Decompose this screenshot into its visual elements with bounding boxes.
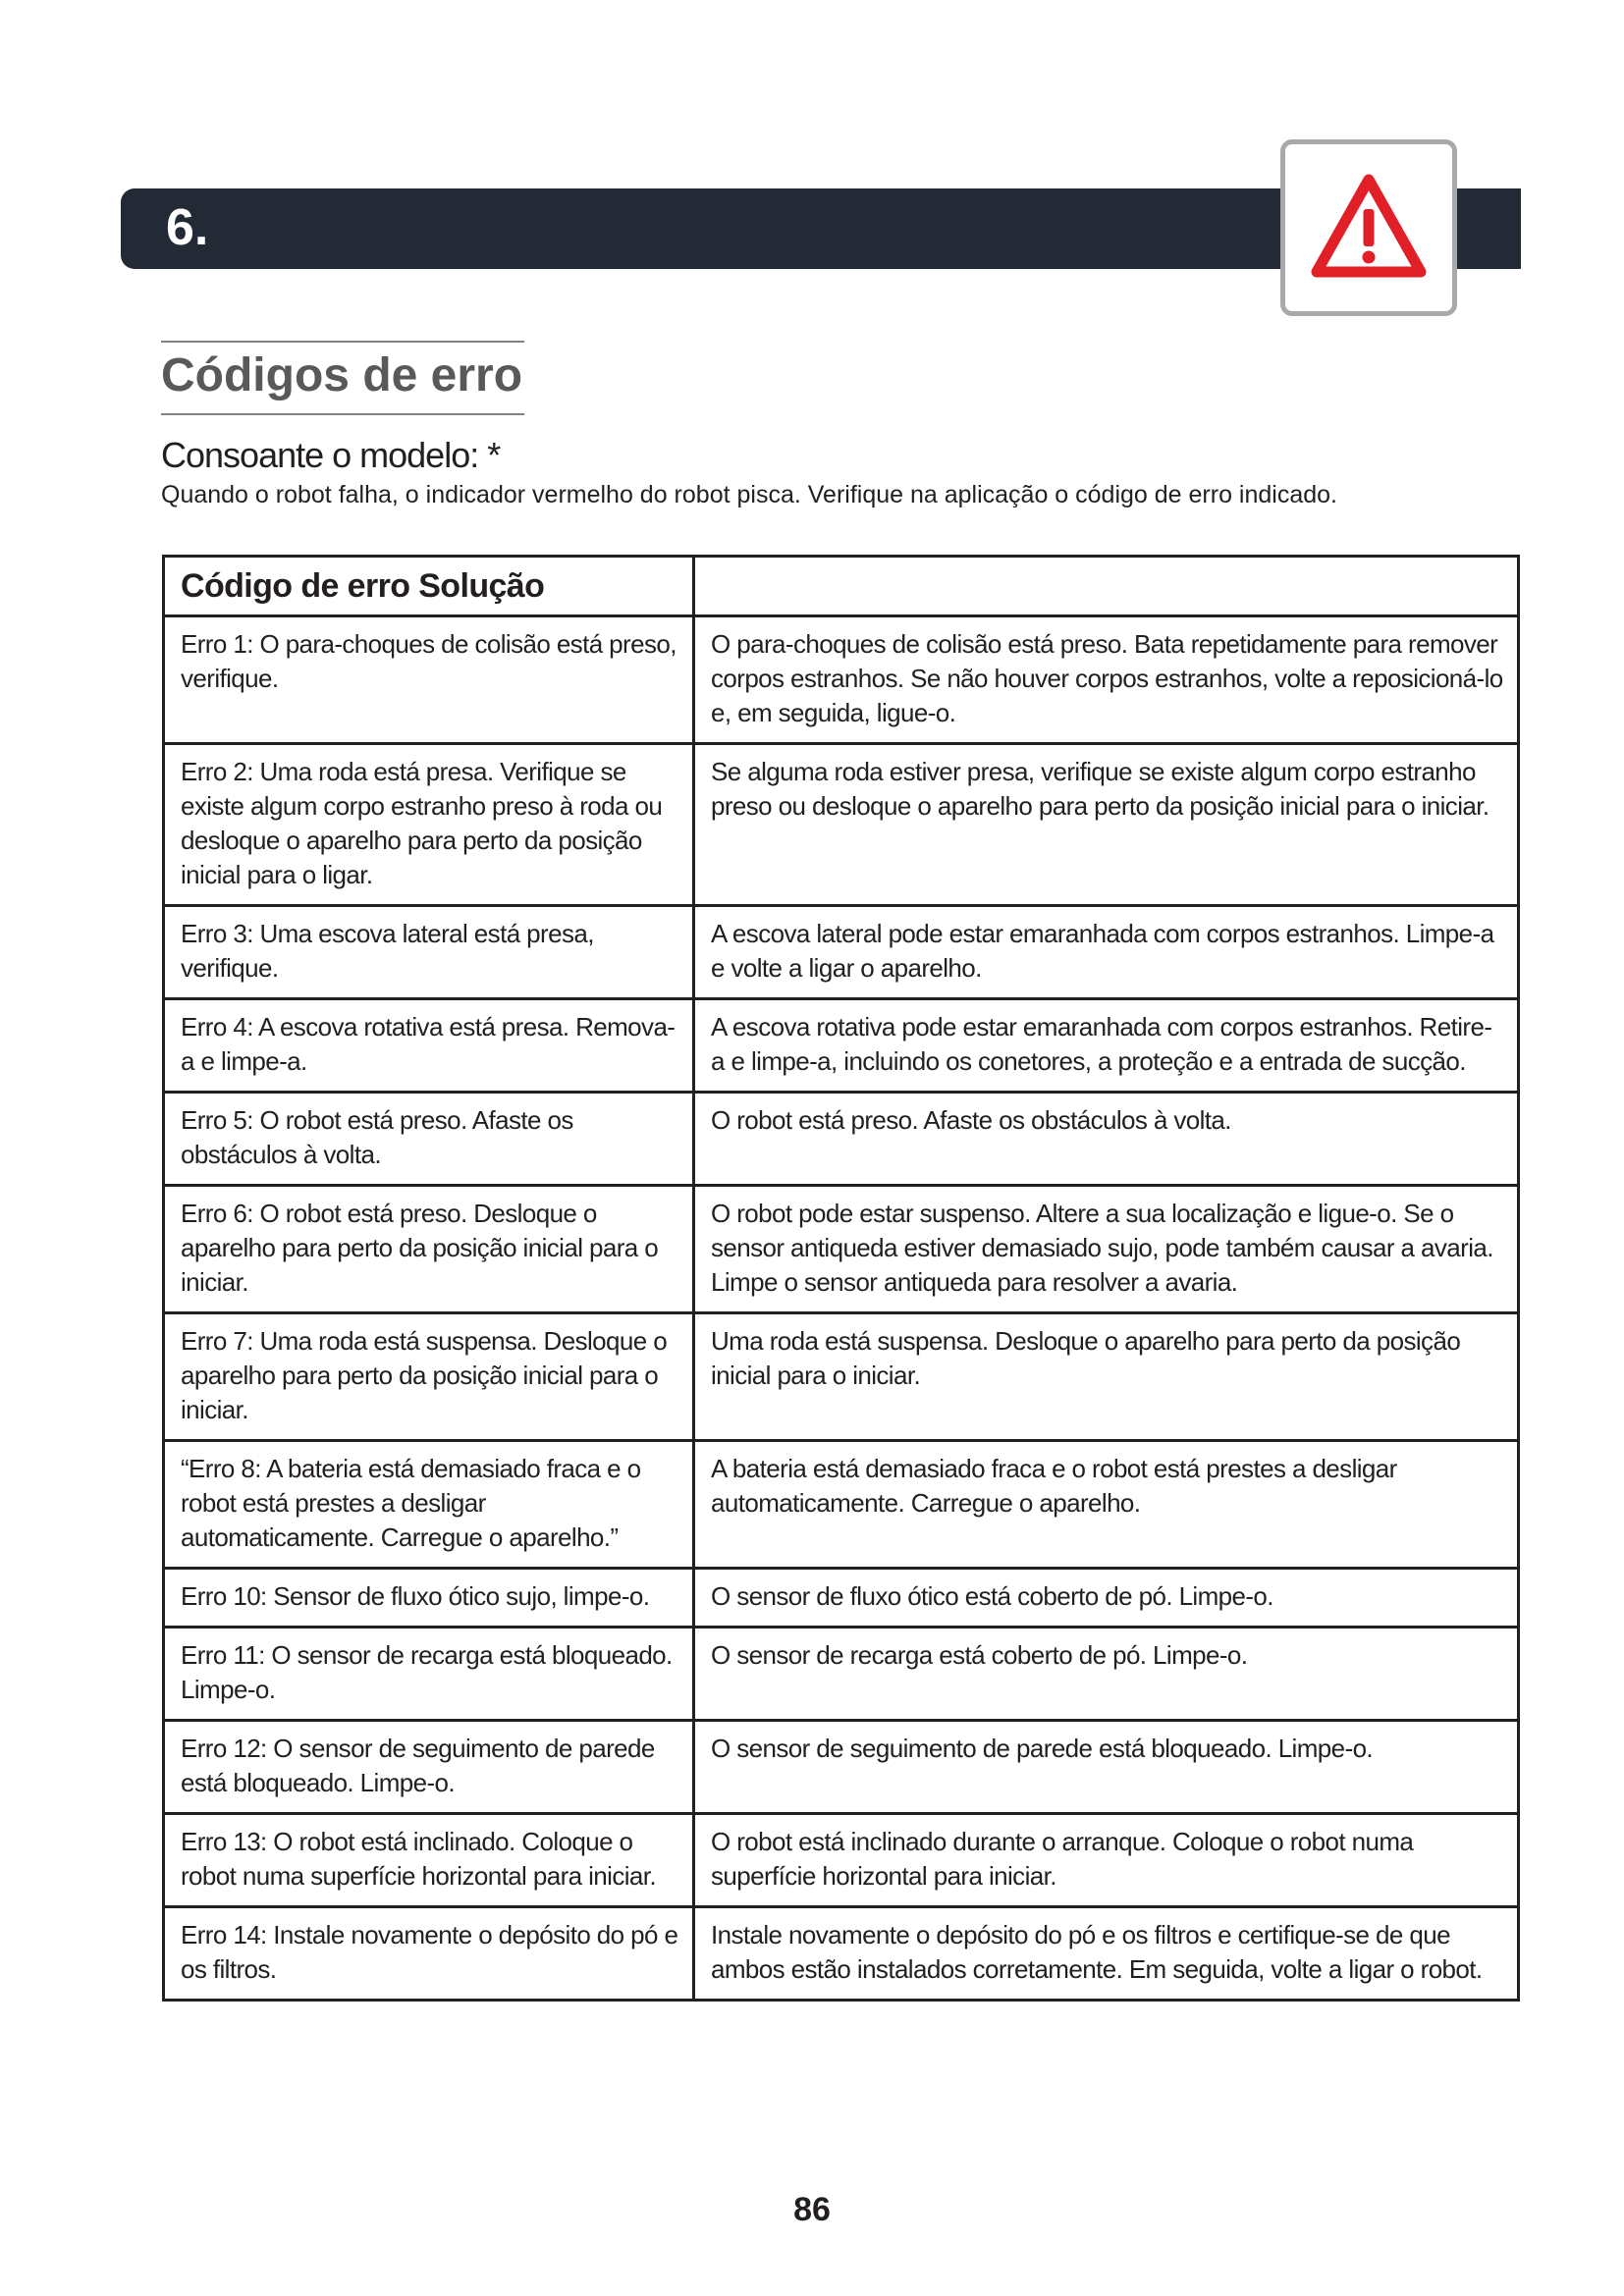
table-row [164,1628,1519,1721]
warning-icon-box [1280,139,1457,316]
chapter-number: 6. [166,199,209,256]
solution-cell: O para-choques de colisão está preso. Bata repetidamente para remover corpos estranhos. Se não houver corpos estranhos, volte a reposicioná-lo e, em seguida, ligue-o. [694,616,1519,744]
header-empty [694,557,1519,616]
warning-triangle-icon [1307,166,1431,290]
error-code-cell: Erro 5: O robot está preso. Afaste os obstáculos à volta. [164,1093,694,1186]
solution-cell: O sensor de fluxo ótico está coberto de pó. Limpe-o. [694,1569,1519,1628]
error-code-cell: Erro 7: Uma roda está suspensa. Desloque o aparelho para perto da posição inicial para o iniciar. [164,1313,694,1441]
solution-cell: Se alguma roda estiver presa, verifique se existe algum corpo estranho preso ou desloque o aparelho para perto da posição inicial para o iniciar. [694,744,1519,906]
table-row [164,999,1519,1093]
table-row [164,1907,1519,2001]
table-row [164,1569,1519,1628]
table-row [164,1721,1519,1814]
error-code-cell: Erro 6: O robot está preso. Desloque o aparelho para perto da posição inicial para o iniciar. [164,1186,694,1313]
model-note: Consoante o modelo: * [161,435,501,475]
solution-cell: O robot está inclinado durante o arranque. Coloque o robot numa superfície horizontal para iniciar. [694,1814,1519,1907]
section-title: Códigos de erro [161,349,523,401]
table-row [164,1814,1519,1907]
error-code-cell: Erro 3: Uma escova lateral está presa, verifique. [164,906,694,999]
table-row [164,1186,1519,1313]
title-rule-top [161,341,524,343]
error-code-cell: “Erro 8: A bateria está demasiado fraca e o robot está prestes a desligar automaticamente. Carregue o aparelho.” [164,1441,694,1569]
solution-cell: A escova lateral pode estar emaranhada com corpos estranhos. Limpe-a e volte a ligar o aparelho. [694,906,1519,999]
solution-cell: O sensor de recarga está coberto de pó. Limpe-o. [694,1628,1519,1721]
table-row [164,1313,1519,1441]
table-row [164,1441,1519,1569]
page-number: 86 [793,2191,831,2228]
header-code-solution: Código de erro Solução [164,557,694,616]
table-row [164,1093,1519,1186]
solution-cell: O robot pode estar suspenso. Altere a sua localização e ligue-o. Se o sensor antiqueda estiver demasiado sujo, pode também causar a avaria. Limpe o sensor antiqueda para resolver a avaria. [694,1186,1519,1313]
table-header-row [164,557,1519,616]
error-code-cell: Erro 13: O robot está inclinado. Coloque o robot numa superfície horizontal para iniciar. [164,1814,694,1907]
solution-cell: O sensor de seguimento de parede está bloqueado. Limpe-o. [694,1721,1519,1814]
table-row [164,616,1519,744]
solution-cell: A bateria está demasiado fraca e o robot está prestes a desligar automaticamente. Carregue o aparelho. [694,1441,1519,1569]
error-code-cell: Erro 4: A escova rotativa está presa. Remova-a e limpe-a. [164,999,694,1093]
intro-text: Quando o robot falha, o indicador vermelho do robot pisca. Verifique na aplicação o código de erro indicado. [161,481,1337,508]
error-code-cell: Erro 14: Instale novamente o depósito do pó e os filtros. [164,1907,694,2001]
table-row [164,906,1519,999]
error-code-cell: Erro 12: O sensor de seguimento de parede está bloqueado. Limpe-o. [164,1721,694,1814]
error-code-cell: Erro 2: Uma roda está presa. Verifique se existe algum corpo estranho preso à roda ou desloque o aparelho para perto da posição inicial para o ligar. [164,744,694,906]
solution-cell: Instale novamente o depósito do pó e os filtros e certifique-se de que ambos estão instalados corretamente. Em seguida, volte a ligar o robot. [694,1907,1519,2001]
error-codes-table [162,555,1520,2002]
error-code-cell: Erro 11: O sensor de recarga está bloqueado. Limpe-o. [164,1628,694,1721]
title-rule-bottom [161,413,524,415]
solution-cell: Uma roda está suspensa. Desloque o aparelho para perto da posição inicial para o iniciar. [694,1313,1519,1441]
solution-cell: O robot está preso. Afaste os obstáculos à volta. [694,1093,1519,1186]
table-row [164,744,1519,906]
solution-cell: A escova rotativa pode estar emaranhada com corpos estranhos. Retire-a e limpe-a, incluindo os conetores, a proteção e a entrada de sucção. [694,999,1519,1093]
table-body [164,616,1519,2001]
error-code-cell: Erro 10: Sensor de fluxo ótico sujo, limpe-o. [164,1569,694,1628]
error-code-cell: Erro 1: O para-choques de colisão está preso, verifique. [164,616,694,744]
